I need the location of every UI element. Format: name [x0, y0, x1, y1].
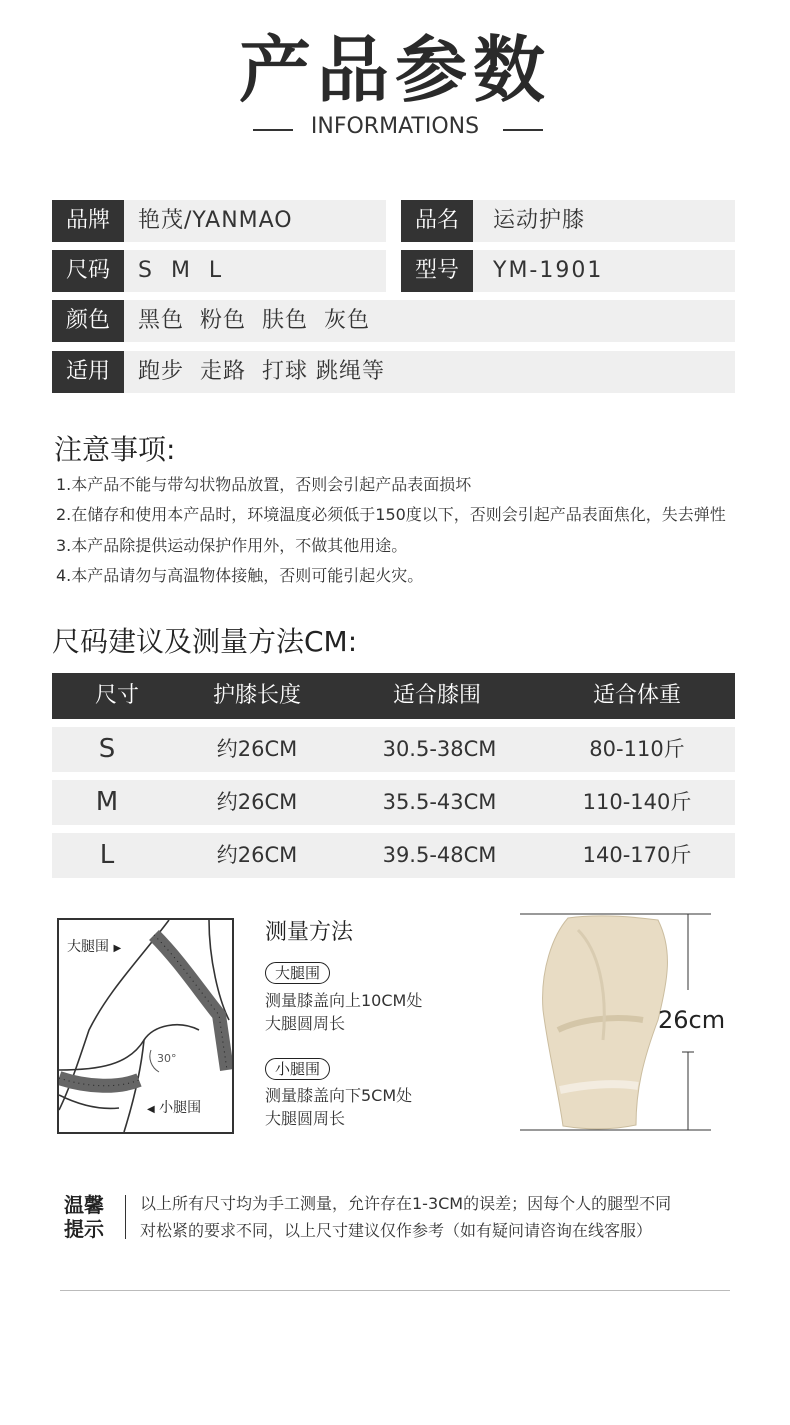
- tip-label: [64, 1193, 116, 1241]
- cell-size: L: [99, 840, 115, 870]
- param-model: [401, 250, 735, 292]
- tip-line-1: 以上所有尺寸均为手工测量，允许存在1-3CM的误差；因每个人的腿型不同: [140, 1194, 672, 1213]
- param-usage-key: 适用: [52, 351, 124, 393]
- cell-weight: 80-110斤: [589, 737, 685, 761]
- table-row: [52, 727, 735, 772]
- param-model-value: YM-1901: [493, 258, 604, 283]
- size-table-heading: 尺码建议及测量方法CM:: [52, 625, 358, 658]
- product-figure: [518, 910, 726, 1135]
- param-name: [401, 200, 735, 242]
- cell-length: 约26CM: [216, 737, 298, 761]
- note-item: 1.本产品不能与带勾状物品放置，否则会引起产品表面损坏: [56, 475, 472, 494]
- cell-weight: 140-170斤: [582, 843, 692, 867]
- measure-method-title: 测量方法: [265, 920, 354, 945]
- notes-heading: 注意事项:: [54, 433, 176, 466]
- calf-instruction-2: 大腿圆周长: [265, 1109, 346, 1128]
- cell-length: 约26CM: [216, 790, 298, 814]
- tip-label-line1: 温馨: [64, 1193, 104, 1217]
- cell-size: M: [95, 787, 119, 817]
- thigh-pill: 大腿围: [265, 962, 330, 984]
- size-table-header: [52, 673, 735, 719]
- param-brand: [52, 200, 386, 242]
- note-item: 4.本产品请勿与高温物体接触，否则可能引起火灾。: [56, 566, 424, 585]
- param-name-value: 运动护膝: [493, 208, 586, 233]
- param-size-value: S M L: [138, 258, 228, 283]
- param-size-key: 尺码: [52, 250, 124, 292]
- col-header-knee: 适合膝围: [392, 683, 481, 708]
- param-usage: [52, 351, 735, 393]
- bottom-divider: [60, 1290, 730, 1291]
- product-length-label: 26cm: [658, 1006, 726, 1034]
- arrow-left-icon: ◀: [147, 1104, 155, 1115]
- param-color-key: 颜色: [52, 300, 124, 342]
- thigh-instruction-2: 大腿圆周长: [265, 1014, 346, 1033]
- calf-instruction-1: 测量膝盖向下5CM处: [265, 1086, 413, 1105]
- param-name-key: 品名: [401, 200, 473, 242]
- note-item: 2.在储存和使用本产品时，环境温度必须低于150度以下，否则会引起产品表面焦化，失去弹性: [56, 505, 726, 524]
- col-header-size: 尺寸: [94, 683, 139, 708]
- leg-measure-diagram: [57, 918, 234, 1134]
- param-color: [52, 300, 735, 342]
- tip-label-line2: 提示: [64, 1217, 104, 1241]
- table-row: [52, 780, 735, 825]
- thigh-diagram-label: 大腿围: [67, 939, 109, 955]
- col-header-length: 护膝长度: [212, 683, 301, 708]
- param-color-value: 黑色 粉色 肤色 灰色: [138, 308, 370, 333]
- subtitle-right-rule: [503, 129, 543, 131]
- param-model-key: 型号: [401, 250, 473, 292]
- calf-diagram-label: 小腿围: [159, 1100, 202, 1116]
- note-item: 3.本产品除提供运动保护作用外，不做其他用途。: [56, 536, 408, 555]
- cell-knee: 35.5-43CM: [382, 790, 497, 814]
- cell-knee: 30.5-38CM: [382, 737, 497, 761]
- tip-divider: [125, 1195, 126, 1239]
- param-brand-key: 品牌: [52, 200, 124, 242]
- tip-text: [140, 1190, 671, 1244]
- cell-knee: 39.5-48CM: [382, 843, 497, 867]
- cell-length: 约26CM: [216, 843, 298, 867]
- col-header-weight: 适合体重: [592, 683, 681, 708]
- arrow-right-icon: ▶: [113, 943, 122, 954]
- page-subtitle: INFORMATIONS: [310, 114, 480, 139]
- cell-size: S: [98, 734, 116, 764]
- param-usage-value: 跑步 走路 打球 跳绳等: [138, 359, 385, 384]
- param-size: [52, 250, 386, 292]
- calf-pill: 小腿围: [265, 1058, 330, 1080]
- thigh-instruction-1: 测量膝盖向上10CM处: [265, 991, 423, 1010]
- param-brand-value: 艳茂/YANMAO: [138, 208, 293, 233]
- tip-line-2: 对松紧的要求不同，以上尺寸建议仅作参考（如有疑问请咨询在线客服）: [140, 1221, 653, 1240]
- cell-weight: 110-140斤: [582, 790, 692, 814]
- table-row: [52, 833, 735, 878]
- page-title: 产品参数: [238, 28, 551, 112]
- angle-label: 30°: [157, 1052, 177, 1065]
